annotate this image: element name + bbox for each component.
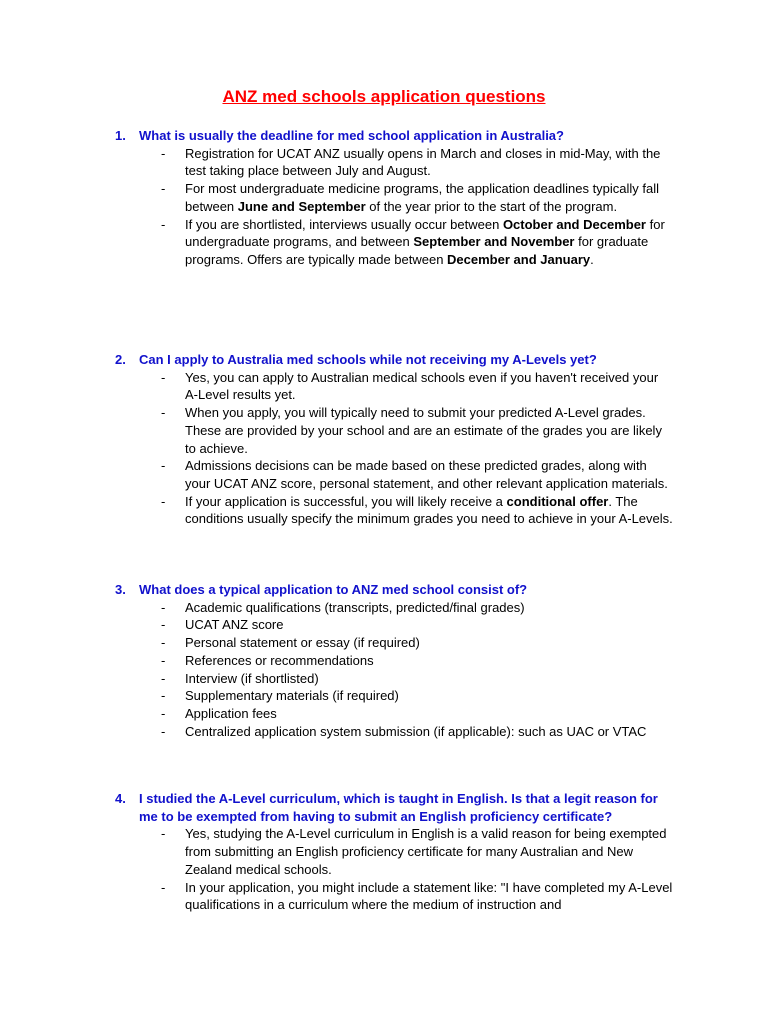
answer-item bbox=[0, 879, 673, 914]
answer-text: When you apply, you will typically need to submit your predicted A-Level grades. These are provided by your school and are an estimate of the grades you are likely to achieve. bbox=[185, 405, 662, 456]
answer-text: for graduate programs. Offers are typically made between bbox=[185, 234, 649, 267]
answer-text: . The conditions usually specify the minimum grades you need to achieve in your A-Levels. bbox=[185, 493, 673, 527]
answer-item bbox=[0, 705, 673, 723]
dash-bullet: - bbox=[161, 688, 166, 704]
dash-bullet: - bbox=[161, 458, 166, 474]
answer-text: of the year prior to the start of the program. bbox=[365, 198, 618, 214]
question-text: What is usually the deadline for med school application in Australia? bbox=[139, 128, 564, 143]
answer-item bbox=[0, 493, 673, 528]
question-heading bbox=[0, 581, 659, 599]
answer-text: Registration for UCAT ANZ usually opens in March and closes in mid-May, with the test taking place between July and August. bbox=[185, 145, 661, 179]
question-heading bbox=[0, 351, 659, 369]
question-text: What does a typical application to ANZ med school consist of? bbox=[139, 582, 528, 597]
dash-bullet: - bbox=[161, 826, 166, 842]
dash-bullet: - bbox=[161, 879, 166, 895]
answer-text-bold: conditional offer bbox=[506, 493, 609, 509]
dash-bullet: - bbox=[161, 405, 166, 421]
answer-text: Personal statement or essay (if required) bbox=[185, 635, 420, 651]
answer-text: If you are shortlisted, interviews usually occur between bbox=[185, 216, 503, 232]
answer-text: Yes, studying the A-Level curriculum in English is a valid reason for being exempted from submitting an English proficiency certificate for many Australian and New Zealand medical schools. bbox=[185, 826, 667, 877]
answer-item bbox=[0, 216, 673, 269]
answer-text: for undergraduate programs, and between bbox=[185, 216, 665, 250]
answer-text: Interview (if shortlisted) bbox=[185, 670, 319, 686]
answer-text: . bbox=[590, 251, 594, 267]
dash-bullet: - bbox=[161, 705, 166, 721]
section-1 bbox=[0, 127, 768, 269]
answer-item bbox=[0, 145, 673, 180]
answer-text-bold: September and November bbox=[413, 234, 575, 250]
question-text: I studied the A-Level curriculum, which is taught in English. Is that a legit reason for me to be exempted from having to submit an English proficiency certificate? bbox=[139, 791, 658, 824]
question-heading bbox=[0, 790, 659, 825]
answer-text-bold: October and December bbox=[502, 216, 646, 232]
dash-bullet: - bbox=[161, 181, 166, 197]
answer-list bbox=[0, 145, 768, 269]
answer-item bbox=[0, 825, 673, 878]
section-4 bbox=[0, 790, 768, 914]
answer-text: References or recommendations bbox=[185, 652, 374, 668]
answer-list bbox=[0, 599, 768, 741]
dash-bullet: - bbox=[161, 145, 166, 161]
answer-item bbox=[0, 599, 673, 617]
section-2 bbox=[0, 351, 768, 528]
dash-bullet: - bbox=[161, 723, 166, 739]
answer-text: UCAT ANZ score bbox=[185, 617, 284, 633]
dash-bullet: - bbox=[161, 670, 166, 686]
answer-item bbox=[0, 723, 673, 741]
answer-item bbox=[0, 180, 673, 215]
answer-item bbox=[0, 670, 673, 688]
page-title: ANZ med schools application questions bbox=[222, 87, 546, 106]
answer-list bbox=[0, 825, 768, 914]
answer-item bbox=[0, 369, 673, 404]
dash-bullet: - bbox=[161, 635, 166, 651]
dash-bullet: - bbox=[161, 617, 166, 633]
answer-text: If your application is successful, you will likely receive a bbox=[185, 493, 507, 509]
dash-bullet: - bbox=[161, 216, 166, 232]
answer-text-bold: December and January bbox=[447, 251, 591, 267]
dash-bullet: - bbox=[161, 599, 166, 615]
answer-text: Supplementary materials (if required) bbox=[185, 688, 399, 704]
dash-bullet: - bbox=[161, 652, 166, 668]
question-number: 2. bbox=[115, 352, 126, 367]
question-number: 4. bbox=[115, 791, 126, 806]
answer-text: Admissions decisions can be made based on these predicted grades, along with your UCAT ANZ score, personal statement, and other relevant application materials. bbox=[185, 458, 668, 491]
answer-list bbox=[0, 369, 768, 528]
answer-item bbox=[0, 404, 673, 457]
dash-bullet: - bbox=[161, 493, 166, 509]
section-3 bbox=[0, 581, 768, 740]
dash-bullet: - bbox=[161, 369, 166, 385]
answer-item bbox=[0, 652, 673, 670]
question-heading bbox=[0, 127, 659, 145]
answer-text: In your application, you might include a statement like: "I have completed my A-Level qualifications in a curriculum where the medium of instruction and bbox=[185, 879, 673, 913]
answer-text: For most undergraduate medicine programs, the application deadlines typically fall between bbox=[185, 181, 660, 214]
question-text: Can I apply to Australia med schools while not receiving my A-Levels yet? bbox=[139, 352, 597, 367]
answer-item bbox=[0, 634, 673, 652]
answer-item bbox=[0, 616, 673, 634]
question-number: 3. bbox=[115, 582, 126, 597]
answer-item bbox=[0, 457, 673, 492]
question-number: 1. bbox=[115, 128, 126, 143]
answer-text: Yes, you can apply to Australian medical schools even if you haven't received your A-Level results yet. bbox=[185, 369, 659, 403]
answer-text: Academic qualifications (transcripts, predicted/final grades) bbox=[185, 599, 525, 615]
answer-text: Application fees bbox=[185, 705, 277, 721]
answer-text: Centralized application system submission (if applicable): such as UAC or VTAC bbox=[185, 723, 647, 739]
answer-text-bold: June and September bbox=[237, 198, 366, 214]
answer-item bbox=[0, 687, 673, 705]
